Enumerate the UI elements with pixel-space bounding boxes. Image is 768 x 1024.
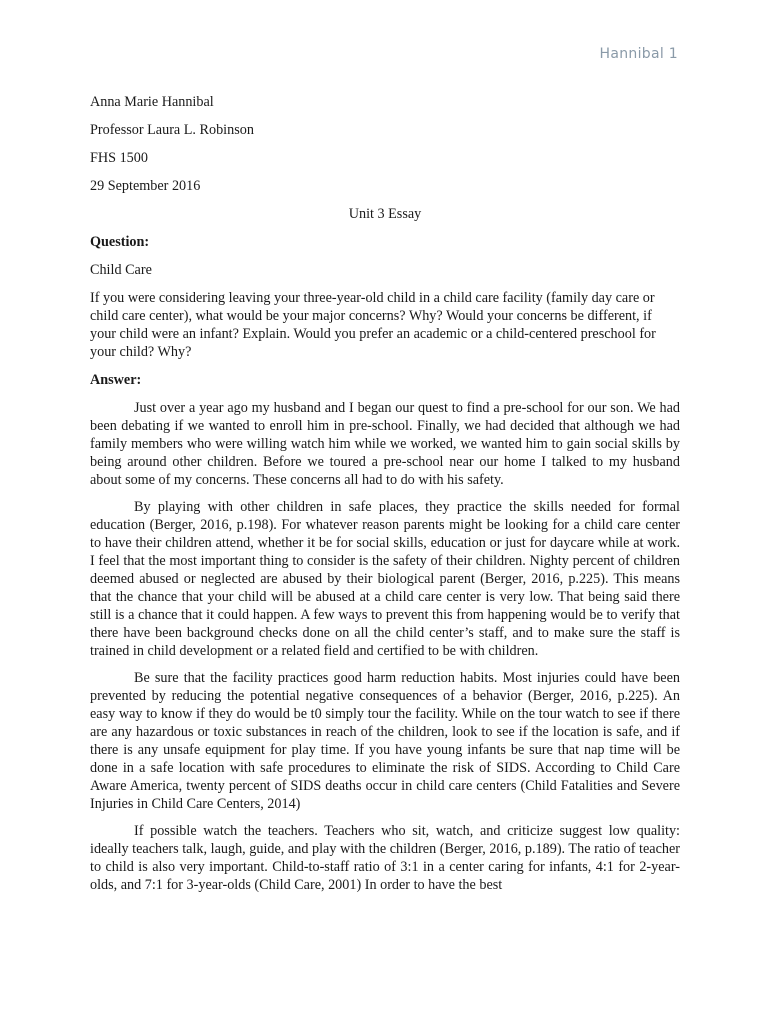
author-name: Anna Marie Hannibal: [90, 94, 214, 110]
question-label: Question:: [90, 234, 150, 250]
course-code: FHS 1500: [90, 150, 148, 166]
question-text: If you were considering leaving your three-year-old child in a child care facility (family day care or child care center), what would be your major concerns? Why? Would your concerns be different, if your child were an infant? Explain. Would you prefer an academic or a child-centered preschool for your child? Why?: [90, 290, 656, 360]
professor-name: Professor Laura L. Robinson: [90, 122, 254, 138]
answer-paragraph: Be sure that the facility practices good harm reduction habits. Most injuries could have been prevented by reducing the potential negative consequences of a behavior (Berger, 2016, p.225). An easy way to know if they do would be t0 simply tour the facility. While on the tour watch to see if there are any hazardous or toxic substances in reach of the children, look to see if the location is safe, and if there is any unsafe equipment for play time. If you have young infants be sure that nap time will be done in a safe location with safe procedures to eliminate the risk of SIDS. According to Child Care Aware America, twenty percent of SIDS deaths occur in child care centers (Child Fatalities and Severe Injuries in Child Care Centers, 2014): [90, 670, 680, 812]
document-date: 29 September 2016: [90, 178, 201, 194]
document-body: [90, 93, 680, 903]
answer-paragraph: Just over a year ago my husband and I began our quest to find a pre-school for our son. We had been debating if we wanted to enroll him in pre-school. Finally, we had decided that although we had family members who were willing watch him while we worked, we wanted him to gain social skills by being around other children. Before we toured a pre-school near our home I talked to my husband about some of my concerns. These concerns all had to do with his safety.: [90, 400, 680, 488]
answer-paragraph: If possible watch the teachers. Teachers who sit, watch, and criticize suggest low quality: ideally teachers talk, laugh, guide, and play with the children (Berger, 2016, p.189). The ratio of teacher to child is also very important. Child-to-staff ratio of 3:1 in a center caring for infants, 4:1 for 2-year-olds, and 7:1 for 3-year-olds (Child Care, 2001) In order to have the best: [90, 823, 680, 893]
answer-label: Answer:: [90, 372, 142, 388]
essay-title: Unit 3 Essay: [348, 206, 422, 222]
question-topic: Child Care: [90, 262, 152, 278]
answer-paragraph: By playing with other children in safe places, they practice the skills needed for formal education (Berger, 2016, p.198). For whatever reason parents might be looking for a child care center to have their children attend, whether it be for social skills, education or just for daycare while at work. I feel that the most important thing to consider is the safety of their children. Nighty percent of children deemed abused or neglected are abused by their biological parent (Berger, 2016, p.225). This means that the chance that your child will be abused at a child care center is very low. That being said there still is a chance that it could happen. A few ways to prevent this from happening would be to verify that there have been background checks done on all the child center’s staff, and to make sure the staff is trained in child development or a related field and certified to be with children.: [90, 499, 680, 659]
page-header: Hannibal 1: [599, 46, 678, 62]
